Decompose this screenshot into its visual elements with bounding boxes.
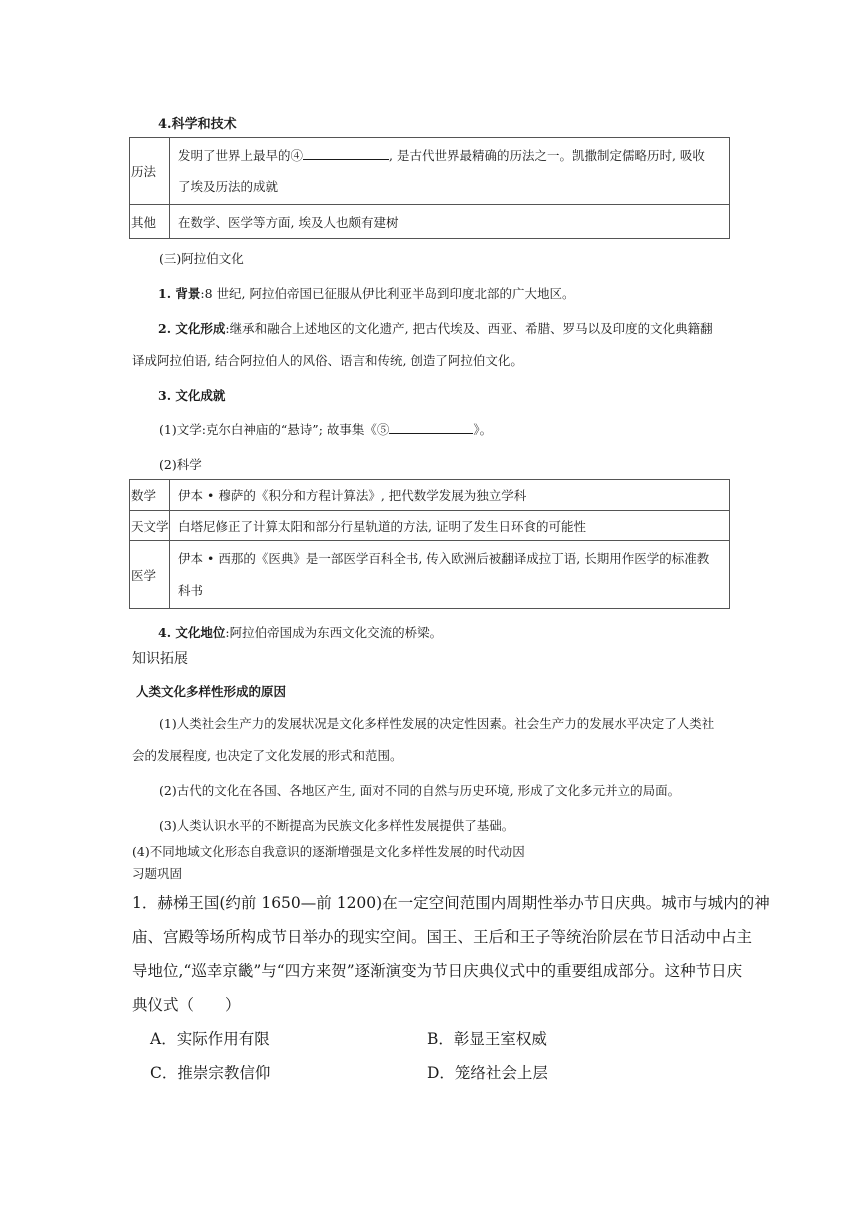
arab-formation: 2. 文化形成:继承和融合上述地区的文化遗产, 把古代埃及、西亚、希腊、罗马以及印度的文化典籍翻 xyxy=(158,321,713,336)
arab-science-title: (2)科学 xyxy=(159,457,202,472)
question-1-line4: 典仪式（ ） xyxy=(132,996,241,1014)
extension-title: 知识拓展 xyxy=(132,651,188,667)
row-label: 数学 xyxy=(130,480,170,511)
section-heading-science: 4.科学和技术 xyxy=(158,117,237,132)
blank-5 xyxy=(389,421,473,434)
science-table xyxy=(129,137,730,239)
question-1-line2: 庙、宫殿等场所构成节日举办的现实空间。国王、王后和王子等统治阶层在节日活动中占主 xyxy=(132,928,753,946)
arab-science-table xyxy=(129,479,730,609)
row-content: 伊本 • 穆萨的《积分和方程计算法》, 把代数学发展为独立学科 xyxy=(170,480,730,511)
calendar-text-cont: , 是古代世界最精确的历法之一。凯撒制定儒略历时, 吸收 xyxy=(389,148,705,163)
arab-literature: (1)文学:克尔白神庙的“悬诗”; 故事集《⑤ 》。 xyxy=(159,422,493,437)
option-c[interactable]: C．推崇宗教信仰 xyxy=(150,1064,271,1082)
table-row xyxy=(130,480,730,511)
extension-p3: (3)人类认识水平的不断提高为民族文化多样性发展提供了基础。 xyxy=(159,818,515,833)
row-label: 历法 xyxy=(130,138,170,205)
arab-background: 1. 背景:8 世纪, 阿拉伯帝国已征服从伊比利亚半岛到印度北部的广大地区。 xyxy=(158,286,575,301)
question-1-line3: 导地位,“巡幸京畿”与“四方来贺”逐渐演变为节日庆典仪式中的重要组成部分。这种节日庆 xyxy=(132,962,743,980)
calendar-text-line2: 了埃及历法的成就 xyxy=(178,179,279,194)
extension-p4: (4)不同地域文化形态自我意识的逐渐增强是文化多样性发展的时代动因 xyxy=(132,844,525,859)
row-label: 医学 xyxy=(130,541,170,609)
extension-subtitle: 人类文化多样性形成的原因 xyxy=(136,684,287,699)
row-label: 其他 xyxy=(130,205,170,239)
option-a[interactable]: A．实际作用有限 xyxy=(150,1030,270,1048)
arab-formation-line2: 译成阿拉伯语, 结合阿拉伯人的风俗、语言和传统, 创造了阿拉伯文化。 xyxy=(132,353,523,368)
table-row xyxy=(130,205,730,239)
arab-status: 4. 文化地位:阿拉伯帝国成为东西文化交流的桥梁。 xyxy=(158,625,443,640)
calendar-text: 发明了世界上最早的④ xyxy=(178,148,304,163)
blank-4 xyxy=(303,147,389,160)
table-row xyxy=(130,541,730,609)
table-row xyxy=(130,511,730,541)
row-content: 伊本 • 西那的《医典》是一部医学百科全书, 传入欧洲后被翻译成拉丁语, 长期用作医学的标准教 科书 xyxy=(170,541,730,609)
extension-p1-line2: 会的发展程度, 也决定了文化发展的形式和范围。 xyxy=(132,748,403,763)
extension-p2: (2)古代的文化在各国、各地区产生, 面对不同的自然与历史环境, 形成了文化多元并立的局面。 xyxy=(159,783,681,798)
row-content: 在数学、医学等方面, 埃及人也颇有建树 xyxy=(170,205,730,239)
exercise-title: 习题巩固 xyxy=(132,866,183,881)
row-content xyxy=(170,138,730,205)
question-1-line1: 1．赫梯王国(约前 1650—前 1200)在一定空间范围内周期性举办节日庆典。城市与城内的神 xyxy=(132,894,770,912)
row-label: 天文学 xyxy=(130,511,170,541)
arab-achievements-heading: 3. 文化成就 xyxy=(158,388,226,403)
extension-p1: (1)人类社会生产力的发展状况是文化多样性发展的决定性因素。社会生产力的发展水平决定了人类社 xyxy=(159,716,715,731)
option-b[interactable]: B．彰显王室权威 xyxy=(427,1030,547,1048)
row-content: 白塔尼修正了计算太阳和部分行星轨道的方法, 证明了发生日环食的可能性 xyxy=(170,511,730,541)
option-d[interactable]: D．笼络社会上层 xyxy=(427,1064,548,1082)
arab-title: (三)阿拉伯文化 xyxy=(159,251,244,266)
table-row xyxy=(130,138,730,205)
